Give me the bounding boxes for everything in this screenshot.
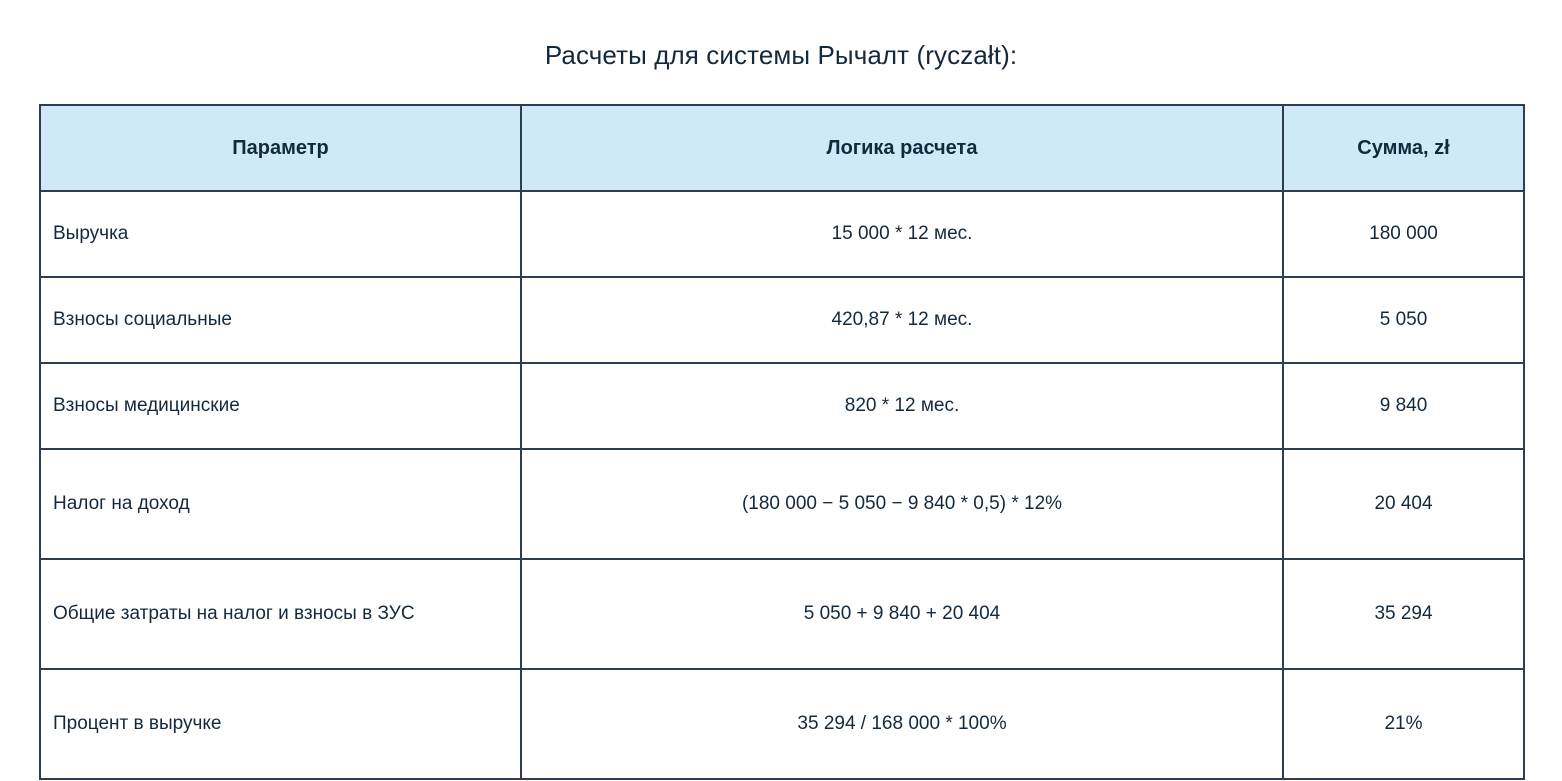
cell-sum: 5 050: [1283, 277, 1524, 363]
cell-logic: (180 000 − 5 050 − 9 840 * 0,5) * 12%: [521, 449, 1283, 559]
table-body: [40, 191, 1524, 779]
table-row: [40, 191, 1524, 277]
table-header: [40, 105, 1524, 191]
column-header-parameter: Параметр: [40, 105, 521, 191]
cell-parameter: Общие затраты на налог и взносы в ЗУС: [40, 559, 521, 669]
cell-sum: 21%: [1283, 669, 1524, 779]
cell-logic: 35 294 / 168 000 * 100%: [521, 669, 1283, 779]
cell-logic: 820 * 12 мес.: [521, 363, 1283, 449]
cell-parameter: Взносы социальные: [40, 277, 521, 363]
page-title: Расчеты для системы Рычалт (ryczałt):: [544, 40, 1018, 70]
cell-sum: 180 000: [1283, 191, 1524, 277]
calculations-table: [39, 104, 1525, 780]
cell-logic: 5 050 + 9 840 + 20 404: [521, 559, 1283, 669]
table-row: [40, 277, 1524, 363]
table-header-row: [40, 105, 1524, 191]
column-header-logic: Логика расчета: [521, 105, 1283, 191]
calculations-table-wrapper: [39, 104, 1523, 780]
table-row: [40, 669, 1524, 779]
cell-parameter: Процент в выручке: [40, 669, 521, 779]
cell-sum: 9 840: [1283, 363, 1524, 449]
table-row: [40, 449, 1524, 559]
column-header-sum: Сумма, zł: [1283, 105, 1524, 191]
cell-parameter: Взносы медицинские: [40, 363, 521, 449]
cell-sum: 20 404: [1283, 449, 1524, 559]
cell-logic: 420,87 * 12 мес.: [521, 277, 1283, 363]
table-row: [40, 559, 1524, 669]
cell-logic: 15 000 * 12 мес.: [521, 191, 1283, 277]
cell-parameter: Налог на доход: [40, 449, 521, 559]
cell-sum: 35 294: [1283, 559, 1524, 669]
table-row: [40, 363, 1524, 449]
cell-parameter: Выручка: [40, 191, 521, 277]
